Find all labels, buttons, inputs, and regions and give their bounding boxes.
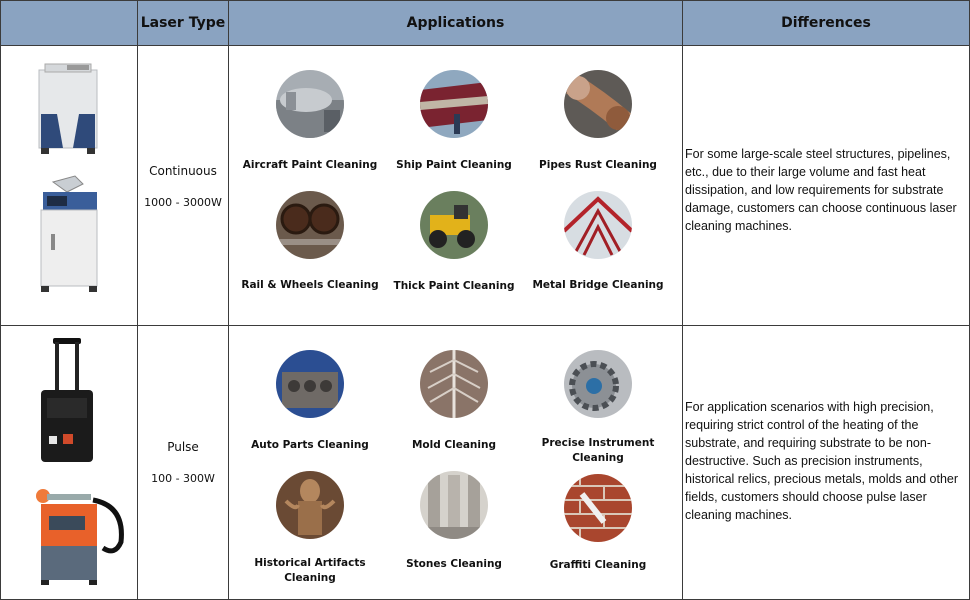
continuous-difference-text: For some large-scale steel structures, pipelines, etc., due to their large volume and fast heat dissipation, and low requirements for substrate damage, customers can choose continuous laser cleaning machines. bbox=[685, 147, 957, 233]
wheels-photo-icon bbox=[276, 191, 344, 259]
header-differences: Differences bbox=[682, 0, 970, 46]
app-label: Ship Paint Cleaning bbox=[396, 159, 512, 171]
app-label: Precise Instrument Cleaning bbox=[541, 437, 655, 464]
app-label: Graffiti Cleaning bbox=[549, 559, 647, 571]
ship-photo-icon bbox=[420, 70, 488, 138]
row-pulse-type-cell bbox=[137, 325, 229, 600]
header-laser-type: Laser Type bbox=[137, 0, 229, 46]
app-label: Rail & Wheels Cleaning bbox=[241, 279, 379, 291]
continuous-machine-cabinet-image bbox=[37, 62, 99, 156]
app-label: Thick Paint Cleaning bbox=[393, 280, 515, 292]
engine-photo-icon bbox=[276, 350, 344, 418]
pulse-machine-backpack-image bbox=[33, 486, 127, 586]
app-label: Mold Cleaning bbox=[411, 439, 496, 451]
bridge-photo-icon bbox=[564, 191, 632, 259]
laser-type-name: Continuous bbox=[149, 164, 217, 178]
brick-photo-icon bbox=[564, 474, 632, 542]
loader-photo-icon bbox=[420, 191, 488, 259]
gear-photo-icon bbox=[564, 350, 632, 418]
app-label: Historical Artifacts Cleaning bbox=[254, 557, 366, 584]
mold-photo-icon bbox=[420, 350, 488, 418]
row-continuous-image-cell bbox=[0, 45, 138, 326]
header-blank-cell bbox=[0, 0, 138, 46]
laser-power-range: 100 - 300W bbox=[151, 472, 215, 485]
app-label: Auto Parts Cleaning bbox=[251, 439, 369, 451]
laser-power-range: 1000 - 3000W bbox=[144, 196, 222, 209]
row-continuous-type-cell bbox=[137, 45, 229, 326]
row-pulse-apps-cell bbox=[228, 325, 683, 600]
row-continuous-apps-cell bbox=[228, 45, 683, 326]
pipe-photo-icon bbox=[564, 70, 632, 138]
pulse-difference-text: For application scenarios with high precision, requiring strict control of the heating of the substrate, and requiring substrate to be non-destructive. Such as precision instruments, historical relics, precious metals, molds and other fields, customers should choose pulse laser cleaning machines. bbox=[685, 400, 959, 522]
statue-photo-icon bbox=[276, 471, 344, 539]
continuous-machine-tower-image bbox=[37, 174, 99, 294]
header-applications: Applications bbox=[228, 0, 683, 46]
aircraft-photo-icon bbox=[276, 70, 344, 138]
laser-type-name: Pulse bbox=[167, 440, 199, 454]
app-label: Metal Bridge Cleaning bbox=[532, 279, 664, 291]
row-pulse-image-cell bbox=[0, 325, 138, 600]
app-label: Stones Cleaning bbox=[406, 558, 502, 570]
pulse-machine-trolley-image bbox=[37, 336, 97, 466]
app-label: Aircraft Paint Cleaning bbox=[242, 159, 378, 171]
app-label: Pipes Rust Cleaning bbox=[539, 159, 657, 171]
columns-photo-icon bbox=[420, 471, 488, 539]
